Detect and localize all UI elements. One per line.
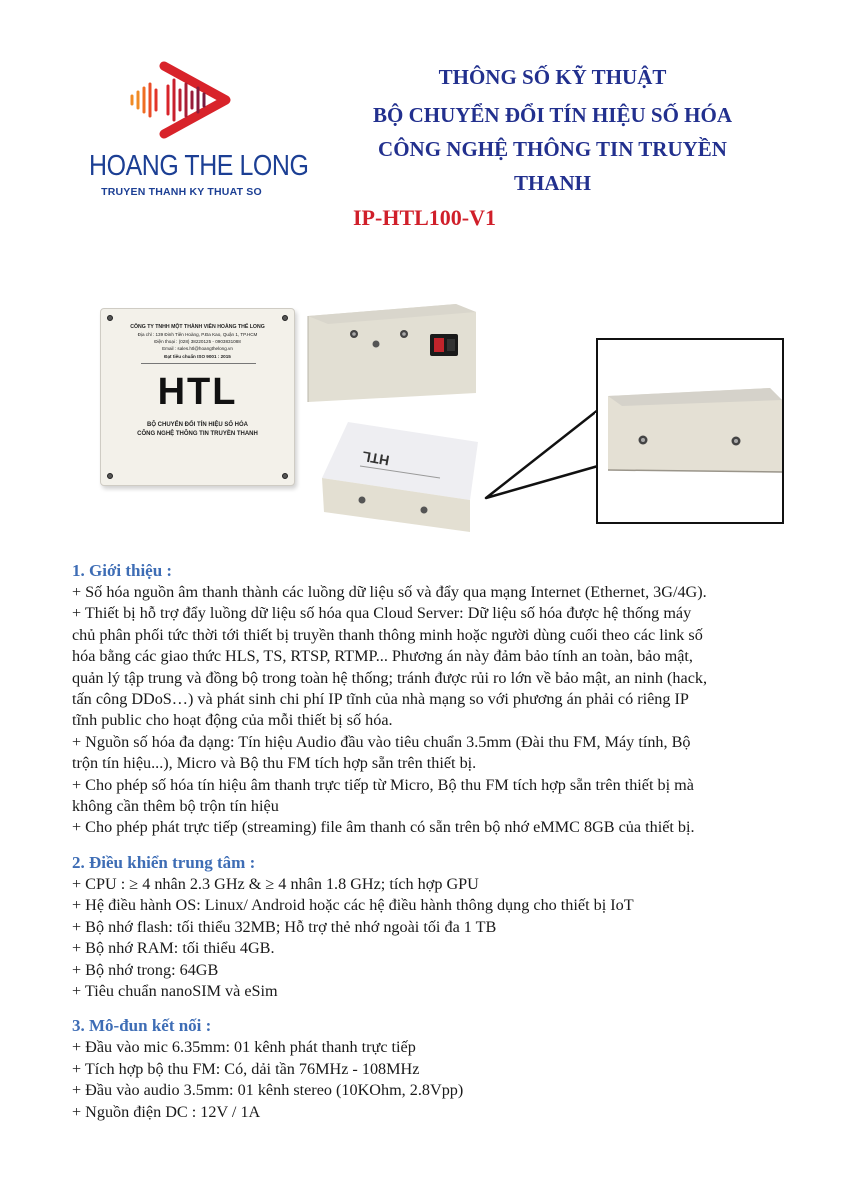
zoom-detail-box	[596, 338, 784, 524]
label-desc-1: BỘ CHUYỂN ĐỔI TÍN HIỆU SỐ HÓA	[146, 422, 248, 428]
section-introduction	[72, 560, 792, 839]
spec-line: + Số hóa nguồn âm thanh thành các luồng dữ liệu số và đẩy qua mạng Internet (Ethernet, 3G/4G).	[72, 583, 707, 601]
title-line-3: CÔNG NGHỆ THÔNG TIN TRUYỀN	[378, 137, 727, 161]
spec-line: tấn công DDoS…) và phát sinh chi phí IP tĩnh của nhà mạng so với phương án phải có riêng IP	[72, 690, 689, 709]
company-logo	[74, 58, 309, 198]
device-side-illustration	[306, 298, 478, 408]
spec-line: + Tiêu chuẩn nanoSIM và eSim	[72, 981, 278, 1000]
svg-text:HTL: HTL	[360, 448, 391, 469]
spec-line: + Nguồn số hóa đa dạng: Tín hiệu Audio đầu vào tiêu chuẩn 3.5mm (Đài thu FM, Máy tính, Bộ	[72, 732, 691, 751]
screw	[107, 473, 113, 479]
spec-line: + Cho phép phát trực tiếp (streaming) file âm thanh có sẵn trên bộ nhớ eMMC 8GB của thiết bị.	[72, 818, 695, 837]
label-address: Địa chỉ : 139 Đinh Tiên Hoàng, P.Đa Kao, Quận 1, TP.HCM	[137, 332, 258, 337]
title-line-2: BỘ CHUYỂN ĐỔI TÍN HIỆU SỐ HÓA	[372, 103, 732, 127]
spec-line: + CPU : ≥ 4 nhân 2.3 GHz & ≥ 4 nhân 1.8 GHz; tích hợp GPU	[72, 874, 479, 893]
screw	[107, 315, 113, 321]
specification-body	[72, 560, 792, 1123]
section-heading: 1. Giới thiệu :	[72, 561, 173, 580]
device-front-photo	[100, 308, 295, 486]
spec-line: + Thiết bị hỗ trợ đẩy luồng dữ liệu số hóa qua Cloud Server: Dữ liệu số hóa được hệ thống máy	[72, 604, 692, 623]
spec-line: + Cho phép số hóa tín hiệu âm thanh trực tiếp từ Micro, Bộ thu FM tích hợp sẵn trên thiết bị mà	[72, 775, 694, 794]
spec-line: quản lý tập trung và đồng bộ trong toàn hệ thống; tránh được rủi ro lớn về bảo mật, an ninh (hack,	[72, 668, 708, 687]
spec-line: + Bộ nhớ RAM: tối thiểu 4GB.	[72, 939, 275, 958]
spec-line: + Đầu vào mic 6.35mm: 01 kênh phát thanh trực tiếp	[72, 1038, 416, 1057]
document-title	[320, 60, 785, 200]
logo-tagline: TRUYEN THANH KY THUAT SO	[101, 186, 262, 198]
device-angle-illustration	[320, 420, 480, 538]
spec-line: + Hệ điều hành OS: Linux/ Android hoặc các hệ điều hành thông dụng cho thiết bị IoT	[72, 896, 634, 915]
spec-line: + Bộ nhớ trong: 64GB	[72, 960, 219, 979]
spec-line: + Bộ nhớ flash: tối thiểu 32MB; Hỗ trợ thẻ nhớ ngoài tối đa 1 TB	[72, 917, 497, 936]
sound-wave-play-icon	[126, 60, 256, 140]
label-desc-2: CÔNG NGHỆ THÔNG TIN TRUYỀN THANH	[137, 431, 258, 437]
spec-line: trộn tín hiệu...), Micro và Bộ thu FM tích hợp sẵn trên thiết bị.	[72, 754, 477, 773]
model-number: IP-HTL100-V1	[353, 205, 496, 230]
spec-line: không cần thêm bộ trộn tín hiệu	[72, 797, 279, 816]
spec-line: + Tích hợp bộ thu FM: Có, dải tần 76MHz - 108MHz	[72, 1059, 420, 1078]
section-central-control	[72, 852, 792, 1002]
label-email: Email : sales.htl@hoangthelong.vn	[162, 346, 233, 351]
title-line-4: THANH	[513, 171, 591, 195]
label-company: CÔNG TY TNHH MỘT THÀNH VIÊN HOÀNG THẾ LONG	[130, 324, 265, 330]
logo-name: HOANG THE LONG	[89, 150, 309, 182]
device-side-photo	[306, 298, 478, 408]
device-angle-photo	[320, 420, 480, 538]
title-line-1: THÔNG SỐ KỸ THUẬT	[438, 65, 667, 89]
section-gap	[72, 1002, 792, 1015]
section-heading: 3. Mô-đun kết nối :	[72, 1016, 212, 1036]
spec-line: + Nguồn điện DC : 12V / 1A	[72, 1102, 261, 1121]
spec-line: hóa bằng các giao thức HLS, TS, RTSP, RTMP... Phương án này đảm bảo tính an toàn, bảo mật,	[72, 647, 693, 666]
device-zoom-illustration	[598, 340, 782, 522]
spec-line: + Đầu vào audio 3.5mm: 01 kênh stereo (10KOhm, 2.8Vpp)	[72, 1081, 464, 1100]
callout-pointer	[480, 410, 600, 520]
section-heading: 2. Điều khiển trung tâm :	[72, 852, 256, 872]
label-iso: Đạt tiêu chuẩn ISO 9001 : 2015	[164, 354, 231, 359]
label-divider	[141, 363, 256, 364]
spec-line: tĩnh public cho hoạt động của mỗi thiết bị số hóa.	[72, 711, 393, 730]
label-phone: Điện thoại : (028) 38220125 - 0903831088	[154, 339, 241, 344]
spec-line: chủ phân phối tức thời tới thiết bị truyền thanh thông minh hoặc người dùng cuối theo các link số	[72, 625, 703, 644]
label-brand: HTL	[157, 371, 238, 413]
section-connectivity	[72, 1015, 792, 1123]
section-gap	[72, 839, 792, 852]
screw	[282, 473, 288, 479]
screw	[282, 315, 288, 321]
